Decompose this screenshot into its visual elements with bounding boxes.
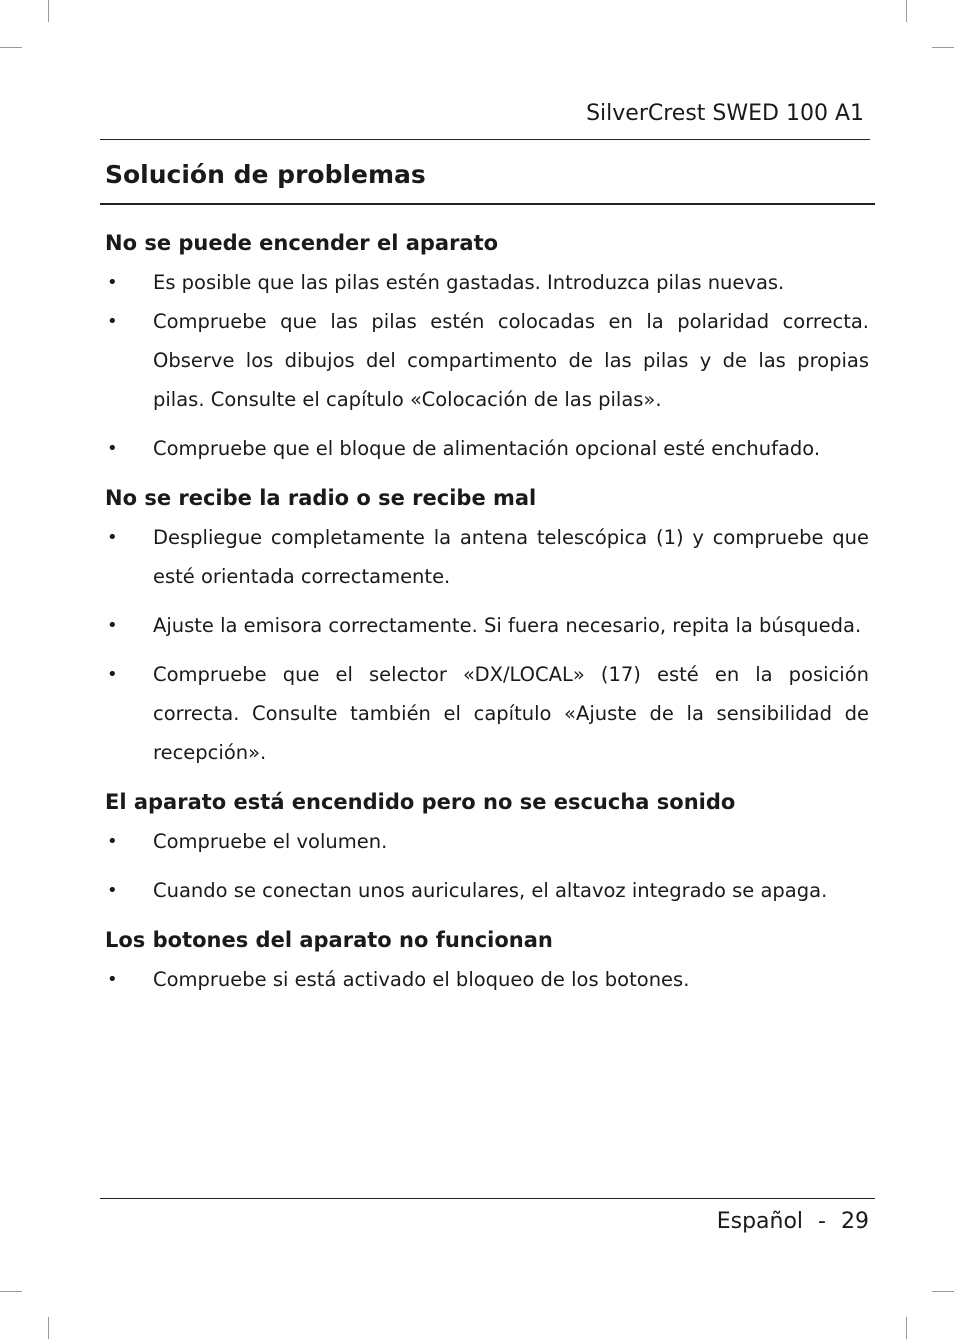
list-item: • Es posible que las pilas estén gastadas. Introduzca pilas nuevas.	[105, 263, 869, 302]
bullet-list	[105, 960, 869, 999]
crop-mark	[0, 47, 22, 48]
running-header: SilverCrest SWED 100 A1	[586, 101, 864, 126]
group-no-sound	[105, 783, 869, 910]
footer-rule	[100, 1198, 875, 1199]
list-item: • Despliegue completamente la antena telescópica (1) y compruebe que esté orientada correctamente.	[105, 518, 869, 596]
subheading: No se puede encender el aparato	[105, 231, 499, 255]
subheading: No se recibe la radio o se recibe mal	[105, 486, 537, 510]
crop-mark	[0, 1291, 22, 1292]
page-footer	[717, 1206, 869, 1238]
group-no-power	[105, 224, 869, 468]
footer-language: Español	[716, 1209, 804, 1234]
header-rule	[100, 139, 870, 140]
list-item: • Compruebe que el selector «DX/LOCAL» (17) esté en la posición correcta. Consulte también el capítulo «Ajuste de la sensibilidad de recepción».	[105, 655, 869, 772]
troubleshooting-content	[105, 224, 869, 999]
crop-mark	[932, 47, 954, 48]
crop-mark	[906, 1317, 907, 1339]
list-item: • Compruebe si está activado el bloqueo de los botones.	[105, 960, 869, 999]
footer-separator: -	[818, 1209, 826, 1234]
subheading: El aparato está encendido pero no se escucha sonido	[105, 790, 736, 814]
bullet-list	[105, 263, 869, 468]
subheading: Los botones del aparato no funcionan	[105, 928, 553, 952]
section-rule	[100, 203, 875, 205]
list-item: • Ajuste la emisora correctamente. Si fuera necesario, repita la búsqueda.	[105, 606, 869, 645]
list-item: • Compruebe el volumen.	[105, 822, 869, 861]
list-item: • Compruebe que el bloque de alimentación opcional esté enchufado.	[105, 429, 869, 468]
bullet-list	[105, 822, 869, 910]
bullet-list	[105, 518, 869, 772]
crop-mark	[48, 1317, 49, 1339]
crop-mark	[906, 0, 907, 22]
group-no-radio	[105, 479, 869, 772]
section-title: Solución de problemas	[105, 160, 426, 189]
list-item: • Compruebe que las pilas estén colocadas en la polaridad correcta. Observe los dibujos del compartimento de las pilas y de las propias pilas. Consulte el capítulo «Colocación de las pilas».	[105, 302, 869, 419]
crop-mark	[48, 0, 49, 22]
group-buttons	[105, 921, 869, 999]
crop-mark	[932, 1291, 954, 1292]
list-item: • Cuando se conectan unos auriculares, el altavoz integrado se apaga.	[105, 871, 869, 910]
page-number: 29	[841, 1209, 869, 1234]
